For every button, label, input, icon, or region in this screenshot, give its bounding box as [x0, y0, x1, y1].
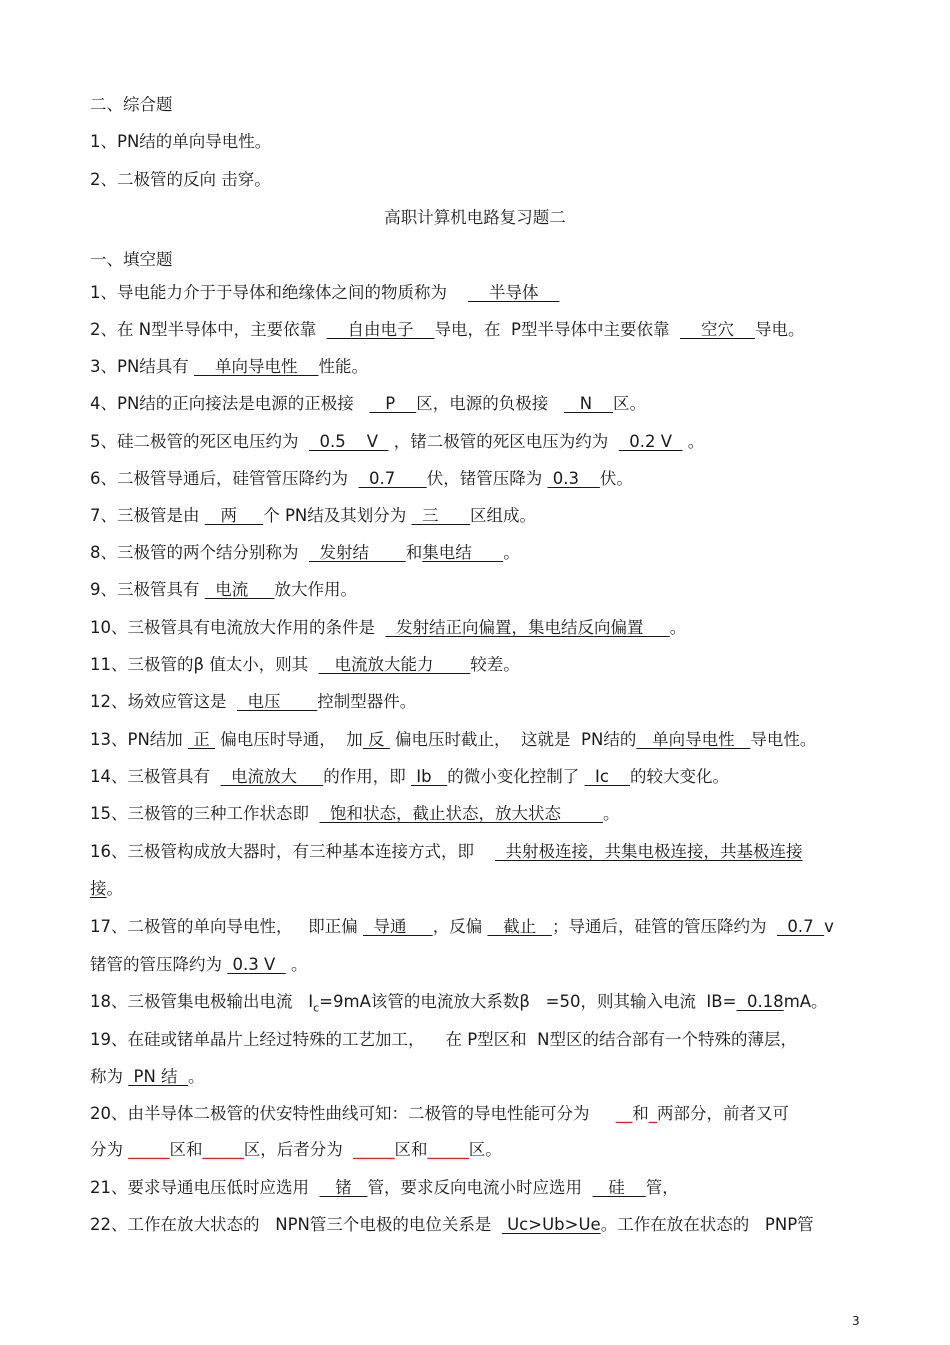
question-line — [90, 431, 704, 453]
question-text: 区和 — [169, 1140, 203, 1159]
question-line — [90, 542, 520, 564]
question-text: 区。 — [468, 1140, 502, 1159]
answer-blank: 锗 — [319, 1178, 368, 1197]
answer-blank: 0.5 V — [309, 432, 389, 451]
question-text: 区，电源的负极接 — [416, 394, 564, 413]
question-text: 放大作用。 — [274, 580, 357, 599]
answer-blank: P — [369, 394, 417, 413]
question-text: 。 — [188, 1067, 205, 1086]
answer-blank: N — [563, 394, 614, 413]
empty-blank: _____ — [353, 1140, 395, 1159]
question-line — [90, 505, 536, 527]
question-text: 。工作在放在状态的 PNP管 — [600, 1215, 814, 1234]
question-text: 16、三极管构成放大器时，有三种基本连接方式，即 — [90, 842, 495, 861]
question-line — [90, 617, 686, 639]
answer-blank: 三 — [411, 506, 470, 525]
question-text: 的作用，即 — [323, 767, 411, 786]
question-line — [90, 579, 357, 601]
question-text: 控制型器件。 — [317, 692, 417, 711]
page-number: 3 — [852, 1314, 860, 1328]
question-line — [90, 1177, 679, 1199]
question-line — [90, 1029, 797, 1051]
question-text: 称为 — [90, 1067, 129, 1086]
answer-blank: 电流 — [204, 580, 275, 599]
question-text: 6、二极管导通后，硅管管压降约为 — [90, 469, 359, 488]
answer-blank: 反 — [362, 730, 390, 749]
empty-blank: _____ — [202, 1140, 244, 1159]
question-text: 3、PN结具有 — [90, 357, 195, 376]
answer-blank: 电压 — [237, 692, 318, 711]
question-text: 偏电压时导通， 加 — [215, 730, 363, 749]
question-text: 管，要求反向电流小时应选用 — [367, 1178, 593, 1197]
question-text: 14、三极管具有 — [90, 767, 221, 786]
question-text: 11、三极管的β 值太小，则其 — [90, 655, 319, 674]
question-text: 。 — [669, 618, 687, 637]
answer-blank: 自由电子 — [326, 320, 435, 339]
question-line — [90, 393, 646, 415]
question-text: 区。 — [613, 394, 647, 413]
question-text: 18、三极管集电极输出电流 I — [90, 992, 314, 1011]
question-text: 9、三极管具有 — [90, 580, 205, 599]
section-heading-fill-in: 一、填空题 — [90, 250, 173, 269]
question-text: 导电，在 P型半导体中主要依靠 — [434, 320, 680, 339]
question-line — [90, 766, 729, 788]
question-text: 锗管的管压降约为 — [90, 955, 228, 974]
empty-blank: __ — [615, 1104, 633, 1123]
answer-blank: 饱和状态，截止状态，放大状态 — [319, 804, 603, 823]
answer-blank: 0.2 V — [618, 432, 683, 451]
question-line — [90, 1066, 205, 1088]
answer-blank: 截止 — [487, 917, 552, 936]
question-text: 17、二极管的单向导电性， 即正偏 — [90, 917, 363, 936]
question-text: v — [824, 917, 834, 936]
question-text: 性能。 — [318, 357, 369, 376]
question-text: 10、三极管具有电流放大作用的条件是 — [90, 618, 386, 637]
question-line — [90, 841, 802, 863]
question-text: ，反偏 — [432, 917, 488, 936]
question-text: 。 — [106, 879, 123, 898]
question-text: 管， — [645, 1178, 679, 1197]
question-line — [90, 878, 123, 900]
question-text: =9mA该管的电流放大系数β =50，则其输入电流 IB= — [319, 992, 737, 1011]
answer-blank: 0.3 V — [227, 955, 286, 974]
answer-blank: 0.7 — [358, 469, 427, 488]
answer-blank: 0.3 — [547, 469, 600, 488]
answer-blank: 电流放大能力 — [318, 655, 471, 674]
question-text: c — [313, 1001, 320, 1015]
question-text: 21、要求导通电压低时应选用 — [90, 1178, 320, 1197]
answer-blank: 发射结正向偏置，集电结反向偏置 — [385, 618, 670, 637]
question-text: 22、工作在放大状态的 NPN管三个电极的电位关系是 — [90, 1215, 502, 1234]
question-text: 13、PN结加 — [90, 730, 189, 749]
question-line — [90, 916, 834, 938]
question-text: 个 PN结及其划分为 — [263, 506, 412, 525]
empty-blank: _____ — [128, 1140, 170, 1159]
answer-blank: 半导体 — [467, 283, 560, 302]
question-text: 。 — [503, 543, 520, 562]
answer-blank: Uc>Ub>Ue — [501, 1215, 601, 1234]
document-title: 高职计算机电路复习题二 — [384, 208, 566, 227]
question-line — [90, 954, 308, 976]
question-line — [90, 319, 804, 341]
empty-blank: _____ — [427, 1140, 469, 1159]
question-text: 1、导电能力介于于导体和绝缘体之间的物质称为 — [90, 283, 468, 302]
question-text: 5、硅二极管的死区电压约为 — [90, 432, 309, 451]
question-line — [90, 468, 633, 490]
question-text: 的较大变化。 — [629, 767, 729, 786]
answer-blank: 单向导电性 — [636, 730, 751, 749]
answer-blank: 集电结 — [422, 543, 504, 562]
answer-blank: 单向导电性 — [194, 357, 319, 376]
question-text: 导电。 — [754, 320, 805, 339]
question-line — [90, 654, 520, 676]
question-text: 分为 — [90, 1140, 129, 1159]
answer-blank: 0.18 — [736, 992, 784, 1011]
question-line — [90, 1103, 789, 1125]
question-text: 2、在 N型半导体中，主要依靠 — [90, 320, 327, 339]
question-text: mA。 — [783, 992, 828, 1011]
question-line — [90, 691, 416, 713]
question-line — [90, 991, 828, 1019]
answer-blank: 正 — [188, 730, 216, 749]
question-line — [90, 1214, 814, 1236]
question-text: 4、PN结的正向接法是电源的正极接 — [90, 394, 370, 413]
question-text: 12、场效应管这是 — [90, 692, 237, 711]
question-text: 8、三极管的两个结分别称为 — [90, 543, 309, 562]
question-text: 导电性。 — [750, 730, 817, 749]
question-line — [90, 356, 368, 378]
answer-blank: PN 结 — [128, 1067, 189, 1086]
answer-blank: 硅 — [592, 1178, 646, 1197]
section-heading-comprehensive: 二、综合题 — [90, 95, 173, 114]
question-text: 15、三极管的三种工作状态即 — [90, 804, 320, 823]
question-text: 7、三极管是由 — [90, 506, 205, 525]
question-text: ，锗二极管的死区电压为约为 — [388, 432, 619, 451]
question-text: 两部分，前者又可 — [656, 1104, 789, 1123]
question-text: 区组成。 — [469, 506, 536, 525]
question-text: 偏电压时截止， 这就是 PN结的 — [389, 730, 637, 749]
comprehensive-item-2: 2、二极管的反向 击穿。 — [90, 170, 271, 189]
answer-blank: 空穴 — [679, 320, 755, 339]
comprehensive-item-1: 1、PN结的单向导电性。 — [90, 132, 272, 151]
question-text: 伏。 — [599, 469, 633, 488]
question-text: 。 — [682, 432, 705, 451]
question-text: 区和 — [394, 1140, 428, 1159]
answer-blank: 接 — [90, 879, 107, 898]
question-text: 20、由半导体二极管的伏安特性曲线可知：二极管的导电性能可分为 — [90, 1104, 616, 1123]
question-text: 较差。 — [470, 655, 520, 674]
question-text: 和 — [632, 1104, 649, 1123]
answer-blank: 0.7 — [776, 917, 825, 936]
question-line — [90, 729, 816, 751]
empty-blank: _ — [648, 1104, 657, 1123]
question-text: 。 — [285, 955, 308, 974]
question-text: 伏，锗管压降为 — [426, 469, 548, 488]
question-line — [90, 1139, 502, 1161]
question-text: 区，后者分为 — [243, 1140, 354, 1159]
question-line — [90, 282, 559, 304]
question-text: 。 — [602, 804, 620, 823]
answer-blank: 电流放大 — [220, 767, 324, 786]
answer-blank: 共射极连接，共集电极连接，共基极连接 — [494, 842, 803, 861]
question-text: 的微小变化控制了 — [447, 767, 585, 786]
answer-blank: 发射结 — [309, 543, 406, 562]
answer-blank: Ib — [410, 767, 448, 786]
question-line — [90, 803, 619, 825]
answer-blank: 导通 — [362, 917, 433, 936]
answer-blank: Ic — [584, 767, 630, 786]
question-text: 和 — [405, 543, 423, 562]
question-text: ；导通后，硅管的管压降约为 — [551, 917, 777, 936]
question-text: 19、在硅或锗单晶片上经过特殊的工艺加工， 在 P型区和 N型区的结合部有一个特殊的薄层， — [90, 1030, 798, 1049]
answer-blank: 两 — [204, 506, 264, 525]
